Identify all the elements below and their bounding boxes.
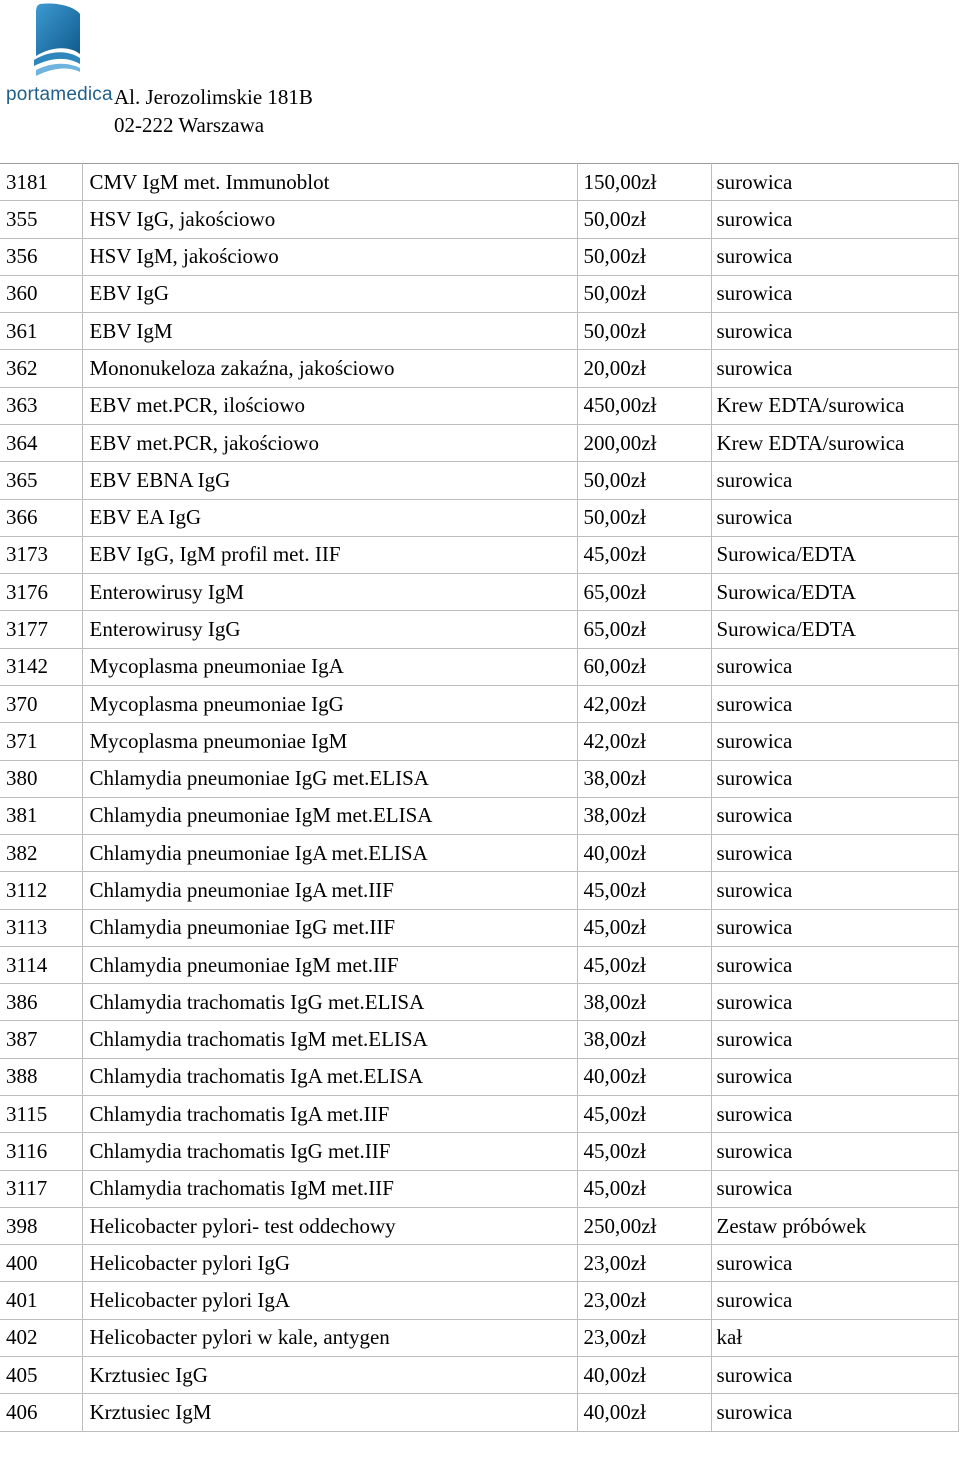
price-table bbox=[0, 163, 959, 1432]
test-name-cell: Chlamydia pneumoniae IgG met.IIF bbox=[82, 909, 577, 946]
sample-type-cell: surowica bbox=[711, 1282, 958, 1319]
table-row bbox=[0, 275, 958, 312]
table-row bbox=[0, 835, 958, 872]
table-row bbox=[0, 648, 958, 685]
table-row bbox=[0, 984, 958, 1021]
table-row bbox=[0, 1058, 958, 1095]
table-row bbox=[0, 1133, 958, 1170]
test-code-cell: 3115 bbox=[0, 1096, 82, 1133]
price-cell: 38,00zł bbox=[577, 984, 711, 1021]
test-name-cell: EBV IgG, IgM profil met. IIF bbox=[82, 536, 577, 573]
price-cell: 60,00zł bbox=[577, 648, 711, 685]
table-row bbox=[0, 1245, 958, 1282]
price-cell: 450,00zł bbox=[577, 387, 711, 424]
price-cell: 42,00zł bbox=[577, 723, 711, 760]
test-name-cell: Krztusiec IgG bbox=[82, 1357, 577, 1394]
price-cell: 23,00zł bbox=[577, 1282, 711, 1319]
test-code-cell: 363 bbox=[0, 387, 82, 424]
sample-type-cell: surowica bbox=[711, 797, 958, 834]
table-row bbox=[0, 1207, 958, 1244]
sample-type-cell: surowica bbox=[711, 164, 958, 201]
test-code-cell: 3142 bbox=[0, 648, 82, 685]
price-cell: 50,00zł bbox=[577, 313, 711, 350]
test-name-cell: Helicobacter pylori- test oddechowy bbox=[82, 1207, 577, 1244]
test-code-cell: 398 bbox=[0, 1207, 82, 1244]
sample-type-cell: surowica bbox=[711, 723, 958, 760]
table-row bbox=[0, 685, 958, 722]
price-cell: 50,00zł bbox=[577, 238, 711, 275]
test-name-cell: Chlamydia pneumoniae IgA met.ELISA bbox=[82, 835, 577, 872]
table-row bbox=[0, 1021, 958, 1058]
price-cell: 38,00zł bbox=[577, 760, 711, 797]
test-name-cell: EBV met.PCR, jakościowo bbox=[82, 424, 577, 461]
test-code-cell: 382 bbox=[0, 835, 82, 872]
sample-type-cell: surowica bbox=[711, 462, 958, 499]
test-code-cell: 3176 bbox=[0, 574, 82, 611]
test-code-cell: 370 bbox=[0, 685, 82, 722]
test-code-cell: 400 bbox=[0, 1245, 82, 1282]
test-name-cell: Chlamydia pneumoniae IgM met.ELISA bbox=[82, 797, 577, 834]
test-name-cell: Mycoplasma pneumoniae IgM bbox=[82, 723, 577, 760]
test-code-cell: 388 bbox=[0, 1058, 82, 1095]
test-name-cell: Helicobacter pylori w kale, antygen bbox=[82, 1319, 577, 1356]
price-cell: 40,00zł bbox=[577, 1357, 711, 1394]
table-row bbox=[0, 1170, 958, 1207]
sample-type-cell: Surowica/EDTA bbox=[711, 536, 958, 573]
test-name-cell: EBV EBNA IgG bbox=[82, 462, 577, 499]
test-code-cell: 3116 bbox=[0, 1133, 82, 1170]
table-row bbox=[0, 1394, 958, 1431]
test-name-cell: Krztusiec IgM bbox=[82, 1394, 577, 1431]
price-cell: 50,00zł bbox=[577, 499, 711, 536]
table-row bbox=[0, 872, 958, 909]
test-name-cell: Chlamydia pneumoniae IgA met.IIF bbox=[82, 872, 577, 909]
table-row bbox=[0, 574, 958, 611]
price-cell: 250,00zł bbox=[577, 1207, 711, 1244]
sample-type-cell: surowica bbox=[711, 909, 958, 946]
test-code-cell: 381 bbox=[0, 797, 82, 834]
address-city: 02-222 Warszawa bbox=[114, 113, 265, 137]
test-code-cell: 386 bbox=[0, 984, 82, 1021]
table-row bbox=[0, 313, 958, 350]
price-cell: 45,00zł bbox=[577, 909, 711, 946]
price-cell: 45,00zł bbox=[577, 1133, 711, 1170]
price-cell: 40,00zł bbox=[577, 1394, 711, 1431]
price-cell: 45,00zł bbox=[577, 872, 711, 909]
sample-type-cell: surowica bbox=[711, 984, 958, 1021]
test-code-cell: 406 bbox=[0, 1394, 82, 1431]
test-name-cell: Chlamydia trachomatis IgA met.ELISA bbox=[82, 1058, 577, 1095]
test-code-cell: 3181 bbox=[0, 164, 82, 201]
sample-type-cell: surowica bbox=[711, 238, 958, 275]
table-row bbox=[0, 1096, 958, 1133]
test-name-cell: Chlamydia pneumoniae IgM met.IIF bbox=[82, 946, 577, 983]
test-name-cell: EBV met.PCR, ilościowo bbox=[82, 387, 577, 424]
price-cell: 45,00zł bbox=[577, 1170, 711, 1207]
test-name-cell: EBV EA IgG bbox=[82, 499, 577, 536]
sample-type-cell: surowica bbox=[711, 350, 958, 387]
sample-type-cell: Krew EDTA/surowica bbox=[711, 424, 958, 461]
sample-type-cell: surowica bbox=[711, 1245, 958, 1282]
test-name-cell: Chlamydia pneumoniae IgG met.ELISA bbox=[82, 760, 577, 797]
price-cell: 40,00zł bbox=[577, 1058, 711, 1095]
table-row bbox=[0, 1319, 958, 1356]
table-row bbox=[0, 611, 958, 648]
test-code-cell: 401 bbox=[0, 1282, 82, 1319]
test-code-cell: 355 bbox=[0, 201, 82, 238]
table-row bbox=[0, 462, 958, 499]
test-code-cell: 3177 bbox=[0, 611, 82, 648]
table-row bbox=[0, 387, 958, 424]
test-name-cell: Helicobacter pylori IgA bbox=[82, 1282, 577, 1319]
price-cell: 40,00zł bbox=[577, 835, 711, 872]
price-cell: 38,00zł bbox=[577, 1021, 711, 1058]
portamedica-logo bbox=[4, 2, 114, 110]
table-row bbox=[0, 797, 958, 834]
price-table-body bbox=[0, 164, 958, 1432]
test-name-cell: Chlamydia trachomatis IgG met.ELISA bbox=[82, 984, 577, 1021]
price-cell: 20,00zł bbox=[577, 350, 711, 387]
price-cell: 42,00zł bbox=[577, 685, 711, 722]
test-code-cell: 3112 bbox=[0, 872, 82, 909]
test-code-cell: 362 bbox=[0, 350, 82, 387]
sample-type-cell: surowica bbox=[711, 1058, 958, 1095]
test-code-cell: 356 bbox=[0, 238, 82, 275]
address-street: Al. Jerozolimskie 181B bbox=[114, 85, 313, 109]
price-cell: 150,00zł bbox=[577, 164, 711, 201]
table-row bbox=[0, 909, 958, 946]
test-name-cell: Chlamydia trachomatis IgG met.IIF bbox=[82, 1133, 577, 1170]
sample-type-cell: surowica bbox=[711, 835, 958, 872]
table-row bbox=[0, 424, 958, 461]
table-row bbox=[0, 723, 958, 760]
price-cell: 23,00zł bbox=[577, 1319, 711, 1356]
sample-type-cell: Surowica/EDTA bbox=[711, 611, 958, 648]
price-cell: 50,00zł bbox=[577, 462, 711, 499]
price-cell: 45,00zł bbox=[577, 1096, 711, 1133]
price-cell: 50,00zł bbox=[577, 275, 711, 312]
price-cell: 45,00zł bbox=[577, 946, 711, 983]
test-name-cell: Mononukeloza zakaźna, jakościowo bbox=[82, 350, 577, 387]
page-header bbox=[0, 0, 960, 160]
test-name-cell: HSV IgM, jakościowo bbox=[82, 238, 577, 275]
test-name-cell: Chlamydia trachomatis IgM met.IIF bbox=[82, 1170, 577, 1207]
table-row bbox=[0, 1282, 958, 1319]
sample-type-cell: surowica bbox=[711, 1357, 958, 1394]
sample-type-cell: surowica bbox=[711, 760, 958, 797]
sample-type-cell: surowica bbox=[711, 1394, 958, 1431]
test-code-cell: 361 bbox=[0, 313, 82, 350]
table-row bbox=[0, 536, 958, 573]
table-row bbox=[0, 946, 958, 983]
price-cell: 45,00zł bbox=[577, 536, 711, 573]
test-code-cell: 3113 bbox=[0, 909, 82, 946]
sample-type-cell: surowica bbox=[711, 313, 958, 350]
test-code-cell: 3117 bbox=[0, 1170, 82, 1207]
test-name-cell: EBV IgM bbox=[82, 313, 577, 350]
sample-type-cell: Krew EDTA/surowica bbox=[711, 387, 958, 424]
table-row bbox=[0, 499, 958, 536]
address-block bbox=[114, 83, 313, 139]
sample-type-cell: surowica bbox=[711, 685, 958, 722]
sample-type-cell: surowica bbox=[711, 648, 958, 685]
price-cell: 23,00zł bbox=[577, 1245, 711, 1282]
test-name-cell: CMV IgM met. Immunoblot bbox=[82, 164, 577, 201]
test-code-cell: 364 bbox=[0, 424, 82, 461]
table-row bbox=[0, 201, 958, 238]
sample-type-cell: surowica bbox=[711, 872, 958, 909]
sample-type-cell: surowica bbox=[711, 499, 958, 536]
test-name-cell: Enterowirusy IgG bbox=[82, 611, 577, 648]
price-cell: 50,00zł bbox=[577, 201, 711, 238]
sample-type-cell: Surowica/EDTA bbox=[711, 574, 958, 611]
logo-wordmark: portamedica bbox=[6, 84, 113, 105]
test-code-cell: 405 bbox=[0, 1357, 82, 1394]
price-cell: 38,00zł bbox=[577, 797, 711, 834]
test-code-cell: 371 bbox=[0, 723, 82, 760]
sample-type-cell: surowica bbox=[711, 275, 958, 312]
test-code-cell: 360 bbox=[0, 275, 82, 312]
test-code-cell: 387 bbox=[0, 1021, 82, 1058]
test-name-cell: EBV IgG bbox=[82, 275, 577, 312]
test-code-cell: 366 bbox=[0, 499, 82, 536]
test-name-cell: Mycoplasma pneumoniae IgA bbox=[82, 648, 577, 685]
test-name-cell: Mycoplasma pneumoniae IgG bbox=[82, 685, 577, 722]
sample-type-cell: surowica bbox=[711, 1096, 958, 1133]
test-name-cell: Chlamydia trachomatis IgA met.IIF bbox=[82, 1096, 577, 1133]
table-row bbox=[0, 238, 958, 275]
price-cell: 200,00zł bbox=[577, 424, 711, 461]
sample-type-cell: surowica bbox=[711, 1133, 958, 1170]
test-code-cell: 365 bbox=[0, 462, 82, 499]
sample-type-cell: surowica bbox=[711, 946, 958, 983]
table-row bbox=[0, 760, 958, 797]
test-name-cell: Enterowirusy IgM bbox=[82, 574, 577, 611]
test-code-cell: 3114 bbox=[0, 946, 82, 983]
test-name-cell: HSV IgG, jakościowo bbox=[82, 201, 577, 238]
sample-type-cell: kał bbox=[711, 1319, 958, 1356]
sample-type-cell: surowica bbox=[711, 1170, 958, 1207]
price-cell: 65,00zł bbox=[577, 574, 711, 611]
sample-type-cell: Zestaw próbówek bbox=[711, 1207, 958, 1244]
table-row bbox=[0, 1357, 958, 1394]
logo-mark-icon bbox=[26, 2, 84, 82]
sample-type-cell: surowica bbox=[711, 1021, 958, 1058]
test-name-cell: Chlamydia trachomatis IgM met.ELISA bbox=[82, 1021, 577, 1058]
sample-type-cell: surowica bbox=[711, 201, 958, 238]
test-name-cell: Helicobacter pylori IgG bbox=[82, 1245, 577, 1282]
table-row bbox=[0, 164, 958, 201]
test-code-cell: 3173 bbox=[0, 536, 82, 573]
test-code-cell: 380 bbox=[0, 760, 82, 797]
price-cell: 65,00zł bbox=[577, 611, 711, 648]
table-row bbox=[0, 350, 958, 387]
test-code-cell: 402 bbox=[0, 1319, 82, 1356]
